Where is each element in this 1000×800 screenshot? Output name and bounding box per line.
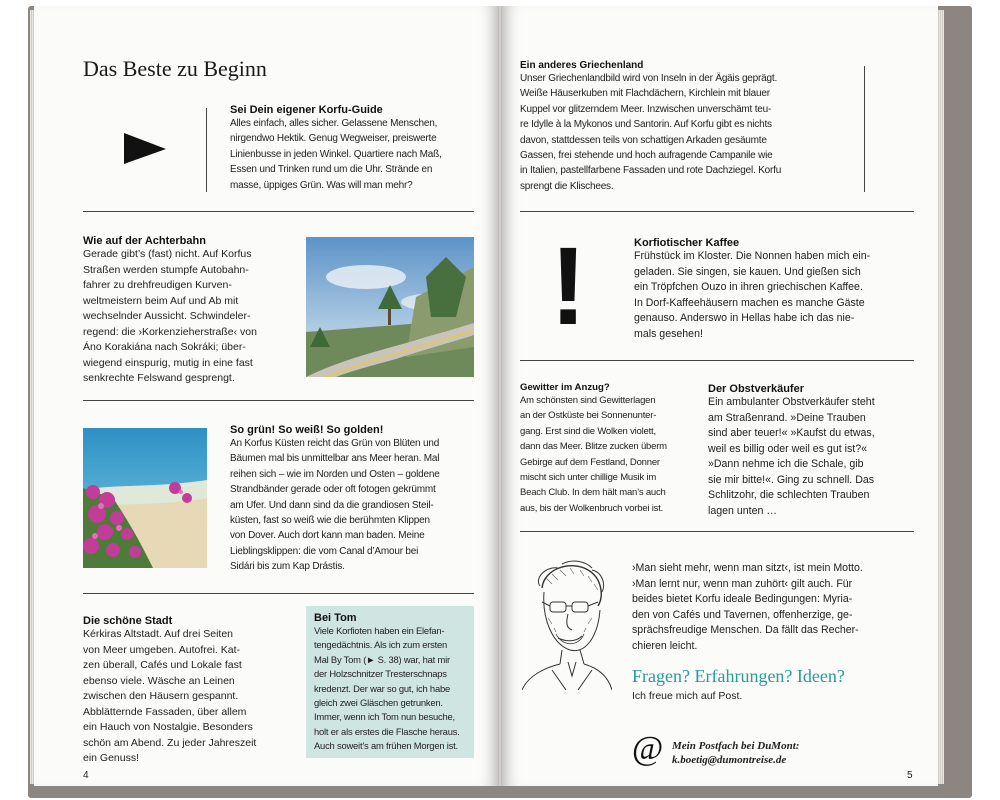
tom-text: Viele Korfioten haben ein Elefan- tengedächtnis. Als ich zum ersten Mal By Tom (► S. 38) war, hat mir der Holzschnitzer Tresterschnaps kredenzt. Der war so gut, ich habe gleich zwei Gläschen getrunken. Immer, wenn ich Tom nun besuche, holt er als erstes die Flasche heraus. Auch soweit’s am frühen Morgen ist. [314,625,460,752]
section-achterbahn [83,235,303,387]
author-text: ›Man sieht mehr, wenn man sitzt‹, ist mein Motto. ›Man lernt nur, wenn man zuhört‹ gilt auch. Für beides bietet Korfu ideale Bedingungen: Myria- den von Cafés und Tavernen, offenherzige, ge- sprächsfreudige Menschen. Da fällt das Recher- chieren leicht. [632,562,863,652]
rule [83,593,474,594]
section-guide [230,104,492,193]
play-triangle-icon [122,130,168,166]
gewitter-heading: Gewitter im Anzug? [520,382,610,393]
section-stadt [83,615,293,767]
page-title: Das Beste zu Beginn [83,56,267,81]
author-note [632,561,922,654]
page-number: 5 [907,770,913,781]
section-obst [708,383,920,519]
page-number: 4 [83,770,89,781]
guide-text: Alles einfach, alles sicher. Gelassene Menschen, nirgendwo Hektik. Genug Wegweiser, preiswerte Linienbusse in jeden Winkel. Quartiere nach Maß, Essen und Trinken rund um die Uhr. Strände en masse, üppiges Grün. Was will man mehr? [230,118,442,191]
kaffee-heading: Korfiotischer Kaffee [634,237,740,249]
section-gewitter [520,382,692,516]
achterbahn-text: Gerade gibt’s (fast) nicht. Auf Korfus Straßen werden stumpfe Autobahn- fahrer zu drehfreudigen Kurven- weltmeistern beim Auf und Ab mit wechselnder Aussicht. Schwindeler- regend: die ›Korkenzieherstraße‹ von Áno Korakiána nach Sokráki; über- wiegend einspurig, mutig in eine fast senkrechte Felswand gesprengt. [83,248,257,384]
email-link[interactable]: k.boetig@dumontreise.de [672,754,787,766]
rule [520,211,914,212]
section-griechenland [520,60,850,194]
rule [83,400,474,401]
page-edges-right [938,10,944,784]
rule [520,360,914,361]
griechenland-heading: Ein anderes Griechenland [520,60,644,71]
gewitter-text: Am schönsten sind Gewitterlagen an der Ostküste bei Sonnenunter- gang. Erst sind die Wolken violett, dann das Meer. Blitze zucken überm Gebirge auf dem Festland, Donner mischt sich unter chillige Musik im Beach Club. In dem hält man’s auch aus, bis der Wolkenbruch vorbei ist. [520,395,667,514]
kaffee-text: Frühstück im Kloster. Die Nonnen haben mich ein- geladen. Sie singen, sie kauen. Und gießen sich ein Tröpfchen Ouzo in ihren griechischen Kaffee. In Dorf-Kaffeehäusern machen es manche Gäste genauso. Anderswo in Hellas habe ich das nie- mals gesehen! [634,250,871,340]
obst-heading: Der Obstverkäufer [708,383,804,395]
postbox-label: Mein Postfach bei DuMont: [672,740,800,752]
obst-text: Ein ambulanter Obstverkäufer steht am Straßenrand. »Deine Trauben sind aber teuer!« »Kaufst du etwas, weil es billig oder weil es gut ist?« »Dann nehme ich die Schale, gib sie mir bitte!«. Ging zu schnell. Das Schlitzohr, die schlechten Trauben lagen unten … [708,396,875,517]
at-sign-icon: @ [632,730,664,767]
rule [83,211,474,212]
post-text: Ich freue mich auf Post. [632,690,743,702]
rule [520,531,914,532]
gruen-heading: So grün! So weiß! So golden! [230,424,384,436]
section-gruen [230,424,492,575]
guide-heading: Sei Dein eigener Korfu-Guide [230,104,383,116]
left-page [34,6,498,786]
griechenland-divider [864,66,865,192]
road-photo [306,237,474,377]
gruen-text: An Korfus Küsten reicht das Grün von Blüten und Bäumen mal bis unmittelbar ans Meer heran. Mal reihen sich – wie im Norden und Osten – goldene Strandbänder gerade oder oft fotogen gekrümmt am Ufer. Und dann sind da die grandiosen Steil- küsten, fast so weiß wie die berühmten Klippen von Dover. Auch dort kann man baden. Meine Lieblingsklippen: die vom Canal d’Amour bei Sidári bis zum Kap Drástis. [230,438,440,573]
question-heading: Fragen? Erfahrungen? Ideen? [632,666,845,686]
stadt-text: Kérkiras Altstadt. Auf drei Seiten von Meer umgeben. Autofrei. Kat- zen überall, Cafés und Lokale fast ebenso viele. Wäsche an Leinen zwischen den Häusern gespannt. Abblätternde Fassaden, über allem ein Hauch von Nostalgie. Besonders schön am Abend. Zu jeder Jahreszeit ein Genuss! [83,628,257,764]
griechenland-text: Unser Griechenlandbild wird von Inseln in der Ägäis geprägt. Weiße Häuserkuben mit Flachdächern, Kirchlein mit blauer Kuppel vor glitzerndem Meer. Inzwischen unverschämt teu- re Idylle à la Mykonos und Santorin. Auf Korfu gibt es nichts davon, stattdessen teils von schattigen Arkaden gesäumte Gassen, frei stehende und hoch aufragende Campanile wie in Italien, pastellfarbene Fassaden und rote Dachziegel. Korfu sprengt die Klischees. [520,73,782,192]
stadt-heading: Die schöne Stadt [83,615,173,627]
tom-box [306,606,474,758]
author-sketch [522,558,612,690]
section-kaffee [634,237,916,342]
exclamation-icon: ! [550,225,587,348]
achterbahn-heading: Wie auf der Achterbahn [83,235,206,247]
flower-photo [83,428,207,568]
guide-divider [206,108,207,192]
right-page [502,6,938,786]
tom-heading: Bei Tom [314,612,357,624]
